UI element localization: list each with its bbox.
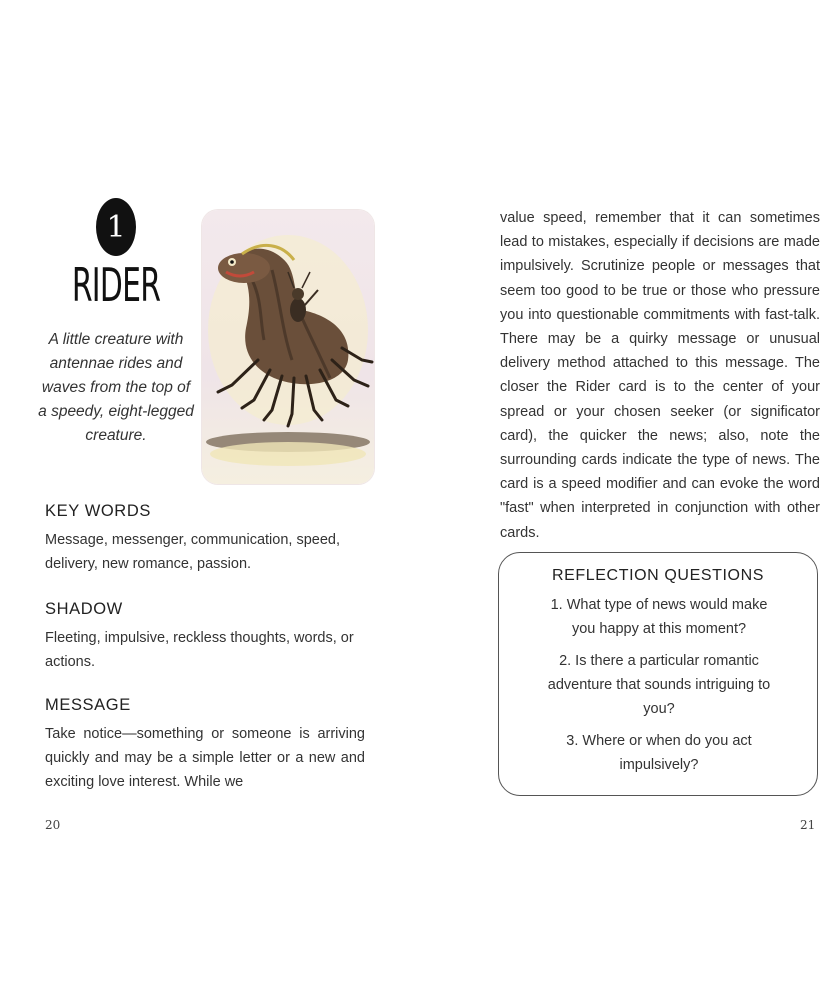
keywords-text: Message, messenger, communication, speed, delivery, new romance, passion. [45, 532, 340, 572]
keywords-heading: KEY WORDS [45, 502, 151, 520]
right-page [420, 0, 840, 1000]
card-number-badge: 1 [96, 198, 136, 256]
shadow-text: Fleeting, impulsive, reckless thoughts, words, or actions. [45, 630, 354, 670]
reflection-question: 2. Is there a particular romantic adventure that sounds intriguing to you? [547, 653, 771, 717]
reflection-question: 1. What type of news would make you happy at this moment? [550, 597, 768, 637]
card-caption: A little creature with antennae rides and waves from the top of a speedy, eight-legged creature. [38, 331, 194, 444]
reflection-title: REFLECTION QUESTIONS [551, 567, 765, 584]
message-continued-text: value speed, remember that it can sometimes lead to mistakes, especially if decisions are made impulsively. Scrutinize people or messages that seem too good to be true or those who pressure you into questionable commitments with fast-talk. There may be a quirky message or unusual delivery method attached to this message. The closer the Rider card is to the center of your spread or your chosen seeker (or significator card), the quicker the news; also, note the surrounding cards indicate the type of news. The card is a speed modifier and can evoke the word "fast" when interpreted in conjunction with other cards. [500, 210, 820, 541]
page-number-left: 20 [45, 818, 61, 832]
reflection-question: 3. Where or when do you act impulsively? [566, 733, 752, 773]
rider-card-illustration [202, 210, 374, 484]
card-title: RIDER [71, 258, 161, 312]
shadow-heading: SHADOW [45, 600, 123, 618]
page-number-right: 21 [800, 818, 816, 832]
message-heading: MESSAGE [45, 696, 131, 714]
message-text: Take notice—something or someone is arriving quickly and may be a simple letter or a new and exciting love interest. While we [45, 726, 365, 790]
reflection-questions-box [498, 552, 818, 796]
